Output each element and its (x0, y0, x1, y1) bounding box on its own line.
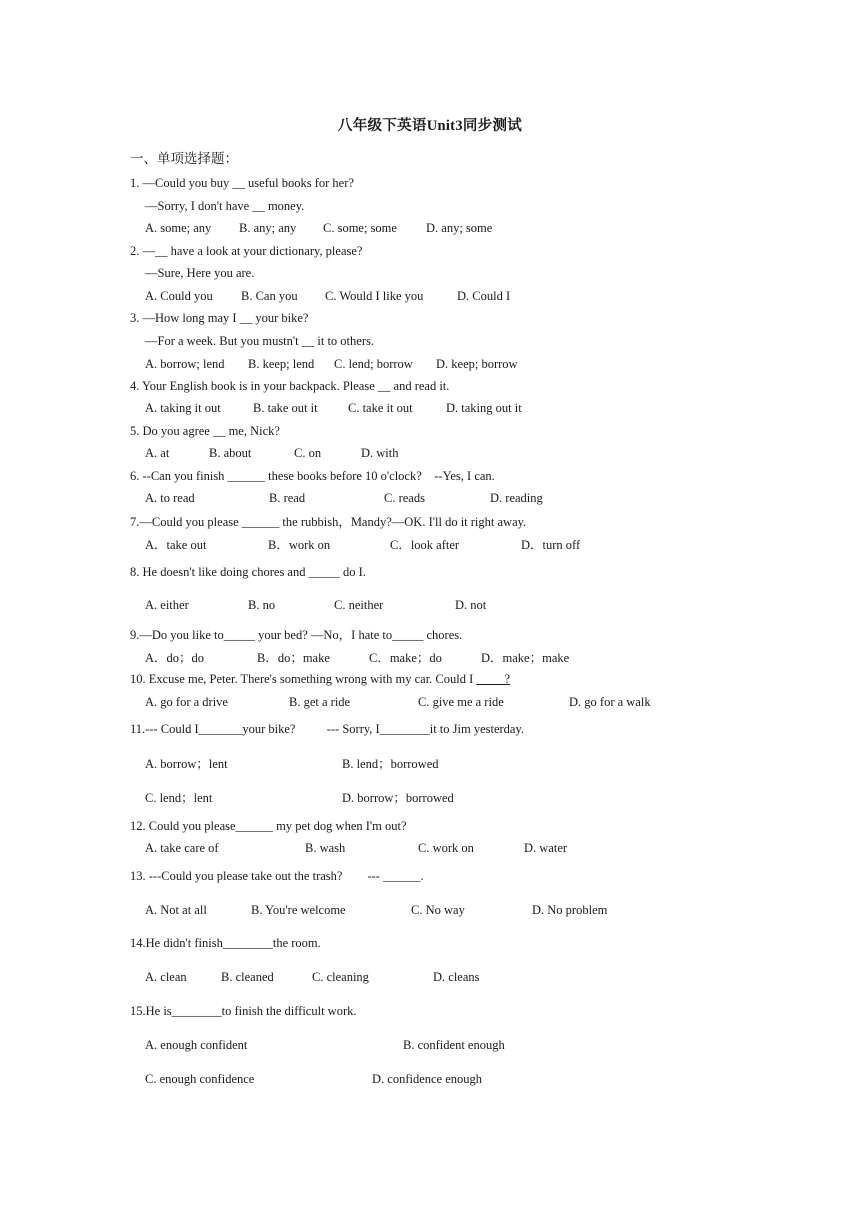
option-c: C. reads (384, 491, 425, 505)
option-b: B. Can you (241, 289, 298, 303)
option-d: D. go for a walk (569, 695, 651, 709)
answer-blank: ? (476, 672, 511, 686)
question-stem (130, 671, 510, 687)
option-d: D．make；make (481, 651, 570, 665)
option-b: B. read (269, 491, 306, 505)
option-b: B. You're welcome (251, 903, 346, 917)
option-a: A. enough confident (145, 1038, 248, 1052)
option-c: C. enough confidence (145, 1072, 255, 1086)
question-stem: 4. Your English book is in your backpack. Please __ and read it. (130, 379, 450, 393)
option-a: A．take out (145, 538, 207, 552)
question-stem: 6. --Can you finish ______ these books before 10 o'clock? --Yes, I can. (130, 469, 495, 483)
question-stem: 15.He is________to finish the difficult work. (130, 1004, 357, 1018)
option-d: D. confidence enough (372, 1072, 483, 1086)
option-a: A. go for a drive (145, 695, 228, 709)
option-c: C. lend; borrow (334, 357, 413, 371)
option-b: B. no (248, 598, 276, 612)
option-b: B. wash (305, 841, 346, 855)
option-b: B. cleaned (221, 970, 274, 984)
option-d: D. with (361, 446, 399, 460)
option-d: D. reading (490, 491, 543, 505)
option-c: C. take it out (348, 401, 413, 415)
option-b: B. any; any (239, 221, 297, 235)
question-stem: 11.--- Could I_______your bike? --- Sorry, I________it to Jim yesterday. (130, 722, 525, 736)
option-b: B. keep; lend (248, 357, 315, 371)
option-a: A. borrow; lend (145, 357, 225, 371)
option-c: C. Would I like you (325, 289, 424, 303)
option-c: C. No way (411, 903, 465, 917)
option-a: A. borrow；lent (145, 757, 228, 771)
question-line: —For a week. But you mustn't __ it to others. (145, 334, 374, 348)
document-title: 八年级下英语Unit3同步测试 (337, 118, 523, 134)
question-stem: 12. Could you please______ my pet dog when I'm out? (130, 819, 407, 833)
option-b: B. take out it (253, 401, 318, 415)
option-c: C．look after (390, 538, 460, 552)
question-stem: 9.—Do you like to_____ your bed? —No，I hate to_____ chores. (130, 628, 463, 642)
option-d: D. taking out it (446, 401, 522, 415)
option-d: D. any; some (426, 221, 493, 235)
option-c: C. some; some (323, 221, 397, 235)
option-a: A. to read (145, 491, 195, 505)
option-a: A. some; any (145, 221, 212, 235)
option-c: C. neither (334, 598, 384, 612)
option-a: A. take care of (145, 841, 219, 855)
option-d: D. cleans (433, 970, 480, 984)
question-stem-text: 10. Excuse me, Peter. There's something wrong with my car. Could I (130, 672, 474, 686)
option-a: A．do；do (145, 651, 205, 665)
option-a: A. clean (145, 970, 187, 984)
question-stem: 7.—Could you please ______ the rubbish，Mandy?—OK. I'll do it right away. (130, 515, 527, 529)
option-c: C. lend；lent (145, 791, 213, 805)
question-stem: 8. He doesn't like doing chores and _____ do I. (130, 565, 366, 579)
question-stem: 3. —How long may I __ your bike? (130, 311, 309, 325)
option-d: D. borrow；borrowed (342, 791, 454, 805)
option-b: B．work on (268, 538, 331, 552)
option-b: B．do；make (257, 651, 330, 665)
question-stem: 5. Do you agree __ me, Nick? (130, 424, 280, 438)
option-c: C．make；do (369, 651, 442, 665)
option-c: C. work on (418, 841, 474, 855)
option-d: D. keep; borrow (436, 357, 518, 371)
option-b: B. about (209, 446, 252, 460)
option-a: A. Could you (145, 289, 213, 303)
option-d: D. Could I (457, 289, 511, 303)
option-c: C. on (294, 446, 322, 460)
question-stem: 1. —Could you buy __ useful books for her? (130, 176, 354, 190)
option-a: A. Not at all (145, 903, 207, 917)
option-b: B. lend；borrowed (342, 757, 439, 771)
question-stem: 2. —__ have a look at your dictionary, please? (130, 244, 363, 258)
option-d: D. water (524, 841, 568, 855)
option-d: D. No problem (532, 903, 608, 917)
section-heading: 一、单项选择题： (130, 151, 238, 166)
question-stem: 14.He didn't finish________the room. (130, 936, 321, 950)
question-stem: 13. ---Could you please take out the trash? --- ______. (130, 869, 424, 883)
option-c: C. give me a ride (418, 695, 504, 709)
option-a: A. taking it out (145, 401, 221, 415)
option-a: A. at (145, 446, 170, 460)
option-a: A. either (145, 598, 189, 612)
option-d: D. not (455, 598, 487, 612)
question-line: —Sorry, I don't have __ money. (145, 199, 305, 213)
option-b: B. get a ride (289, 695, 351, 709)
option-c: C. cleaning (312, 970, 369, 984)
option-b: B. confident enough (403, 1038, 505, 1052)
option-d: D．turn off (521, 538, 581, 552)
question-line: —Sure, Here you are. (145, 266, 255, 280)
